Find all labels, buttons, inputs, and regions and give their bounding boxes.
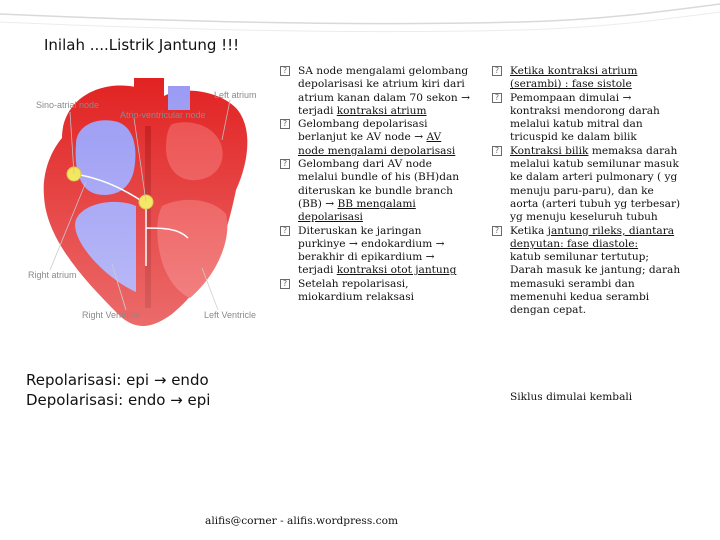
slide-title: Inilah ....Listrik Jantung !!! (44, 36, 240, 54)
list-item: ? Pemompaan dimulai → kontraksi mendorong darah melalui katub mitral dan tricuspid ke dalam bilik (492, 92, 684, 145)
list-item: ? Ketika kontraksi atrium (serambi) : fase sistole (492, 65, 684, 92)
bullet-box-icon: ? (492, 226, 502, 236)
bullet-box-icon: ? (280, 279, 290, 289)
conduction-steps-list (280, 65, 470, 304)
list-item: ? Ketika jantung rileks, diantara denyutan: fase diastole: (492, 225, 684, 252)
bullet-box-icon: ? (280, 119, 290, 129)
label-left-atrium: Left atrium (214, 90, 257, 100)
caption-depolarization: Depolarisasi: endo → epi (26, 391, 211, 409)
list-item: ? Setelah repolarisasi, miokardium relaksasi (280, 278, 470, 305)
polarization-caption (26, 370, 210, 410)
list-item: ? Kontraksi bilik memaksa darah melalui katub semilunar masuk ke dalam arteri pulmonary ( yg menuju paru-paru), dan ke aorta (arteri tubuh yg terbesar) yg menuju keseluruh tubuh (492, 145, 684, 225)
list-item: ? Diteruskan ke jaringan purkinye → endokardium → berakhir di epikardium → terjadi kontraksi otot jantung (280, 225, 470, 278)
bullet-box-icon: ? (492, 93, 502, 103)
slide-footer: alifis@corner - alifis.wordpress.com (205, 515, 398, 527)
bullet-box-icon: ? (280, 66, 290, 76)
bullet-box-icon: ? (280, 159, 290, 169)
label-right-ventricle: Right Ventricle (82, 310, 141, 320)
label-left-ventricle: Left Ventricle (204, 310, 257, 320)
bullet-box-icon: ? (492, 66, 502, 76)
list-item: ? Gelombang depolarisasi berlanjut ke AV node → AV node mengalami depolarisasi (280, 118, 470, 158)
bullet-box-icon: ? (280, 226, 290, 236)
list-item: ? SA node mengalami gelombang depolarisasi ke atrium kiri dari atrium kanan dalam 70 sekon → terjadi kontraksi atrium (280, 65, 470, 118)
label-right-atrium: Right atrium (28, 270, 77, 280)
list-item-continuation: katub semilunar tertutup; Darah masuk ke jantung; darah memasuki serambi dan memenuhi kedua serambi dengan cepat. (510, 251, 681, 317)
heart-conduction-diagram (22, 78, 274, 340)
label-sino-atrial-node: Sino-atrial node (36, 100, 100, 110)
list-item: ? Gelombang dari AV node melalui bundle of his (BH)dan diteruskan ke bundle branch (BB) → BB mengalami depolarisasi (280, 158, 470, 224)
cardiac-cycle-list (492, 65, 684, 318)
bullet-box-icon: ? (492, 146, 502, 156)
label-atrio-ventricular-node: Atrio-ventricular node (120, 110, 206, 120)
closing-text: Siklus dimulai kembali (510, 391, 633, 403)
caption-repolarization: Repolarisasi: epi → endo (26, 371, 209, 389)
